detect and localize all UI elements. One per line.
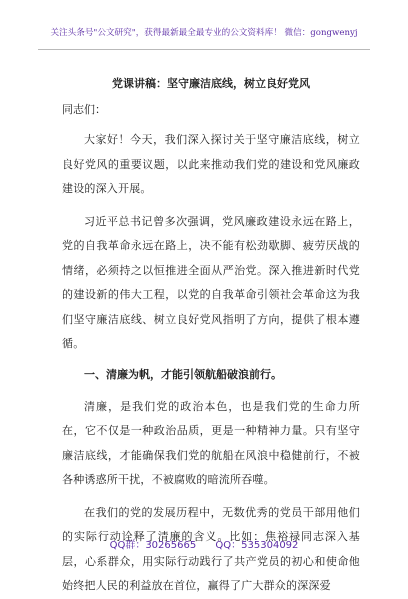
header-notice: 关注头条号"公文研究"，获得最新最全最专业的公文资料库！ 微信：gongwenyj [50, 28, 358, 38]
paragraph-intro: 大家好！今天，我们深入探讨关于坚守廉洁底线，树立良好党风的重要议题，以此来推动我们党的建设和党风廉政建设的深入开展。 [62, 133, 360, 195]
footer-qq-group: QQ群：30265665 [109, 540, 197, 551]
paragraph-section-2: 在我们的党的发展历程中，无数优秀的党员干部用他们的实际行动诠释了清廉的含义。比如：焦裕禄同志深入基层，心系群众，用实际行动践行了共产党员的初心和使命他始终把人民的利益放在首位，赢得了广大群众的深深爱 [62, 505, 360, 592]
paragraph-quote: 习近平总书记曾多次强调，党风廉政建设永远在路上，党的自我革命永远在路上，决不能有松劲歇脚、疲劳厌战的情绪，必须持之以恒推进全面从严治党。深入推进新时代党的建设新的伟大工程，以党的自我革命引领社会革命这为我们坚守廉洁底线、树立良好党风指明了方向，提供了根本遵循。 [62, 214, 360, 350]
header-divider [38, 49, 370, 50]
paragraph-section-1: 清廉，是我们党的政治本色，也是我们党的生命力所在，它不仅是一种政治品质，更是一种精神力量。只有坚守廉洁底线，才能确保我们党的航船在风浪中稳健前行，不被各种诱惑所干扰，不被腐败的暗流所吞噬。 [62, 399, 360, 486]
document-body [62, 62, 360, 599]
footer-qq: QQ：535304092 [215, 540, 299, 551]
footer-contacts [0, 536, 408, 551]
section-heading: 一、清廉为帆，才能引领航船破浪前行。 [84, 367, 282, 381]
document-title: 党课讲稿：坚守廉洁底线，树立良好党风 [112, 77, 310, 90]
salutation: 同志们： [62, 103, 106, 116]
